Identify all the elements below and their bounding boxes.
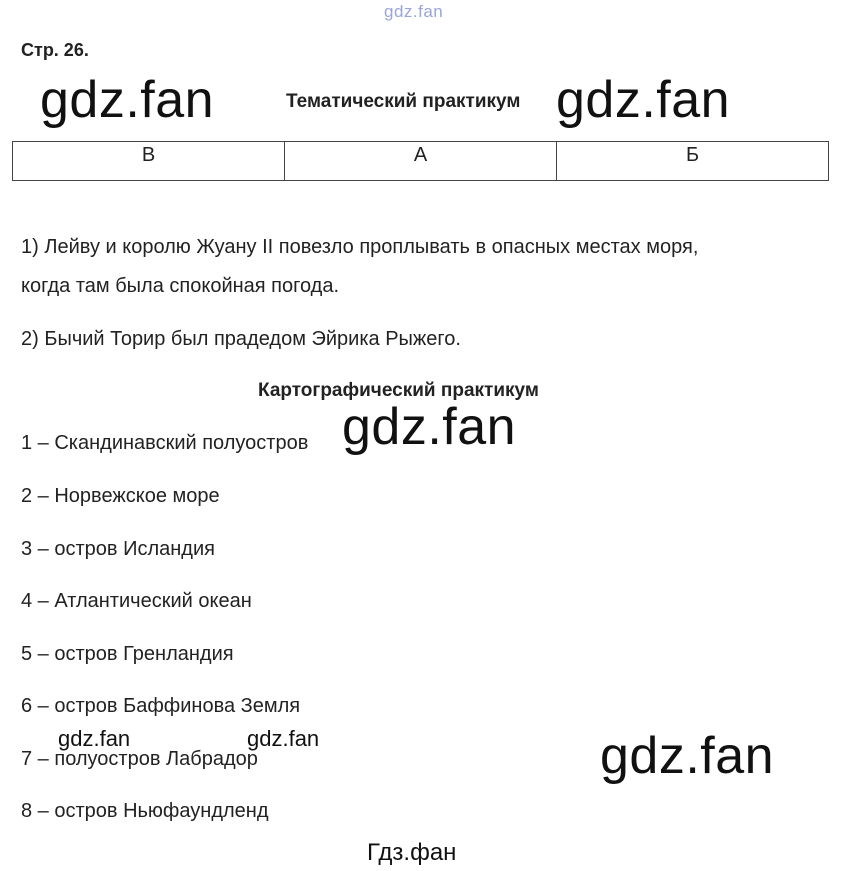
table-cell-3: Б (557, 142, 829, 181)
list-item: 4 – Атлантический океан (21, 590, 252, 612)
answer-table (12, 141, 829, 181)
watermark-top: gdz.fan (384, 2, 444, 21)
table-cell-2: А (285, 142, 557, 181)
cartographic-heading: Картографический практикум (258, 380, 539, 401)
watermark-center: gdz.fan (342, 398, 517, 456)
page-number: Стр. 26. (21, 40, 89, 60)
answer-line-3: 2) Бычий Торир был прадедом Эйрика Рыжего. (21, 328, 461, 350)
list-item: 1 – Скандинавский полуостров (21, 432, 309, 454)
watermark-small-right: gdz.fan (247, 726, 320, 751)
list-item: 7 – полуостров Лабрадор (21, 748, 258, 770)
list-item: 8 – остров Ньюфаундленд (21, 800, 269, 822)
answer-line-2: когда там была спокойная погода. (21, 275, 340, 297)
watermark-bottom-right: gdz.fan (600, 727, 775, 785)
footer-text: Гдз.фан (367, 839, 457, 866)
table-cell-1: В (13, 142, 285, 181)
list-item: 3 – остров Исландия (21, 538, 215, 560)
list-item: 2 – Норвежское море (21, 485, 220, 507)
answer-line-1: 1) Лейву и королю Жуану II повезло проплывать в опасных местах моря, (21, 236, 699, 258)
watermark-small-left: gdz.fan (58, 726, 131, 751)
thematic-heading: Тематический практикум (286, 91, 521, 112)
list-item: 6 – остров Баффинова Земля (21, 695, 301, 717)
list-item: 5 – остров Гренландия (21, 643, 234, 665)
watermark-left: gdz.fan (40, 71, 215, 129)
table-row (13, 142, 829, 181)
watermark-right: gdz.fan (556, 71, 731, 129)
